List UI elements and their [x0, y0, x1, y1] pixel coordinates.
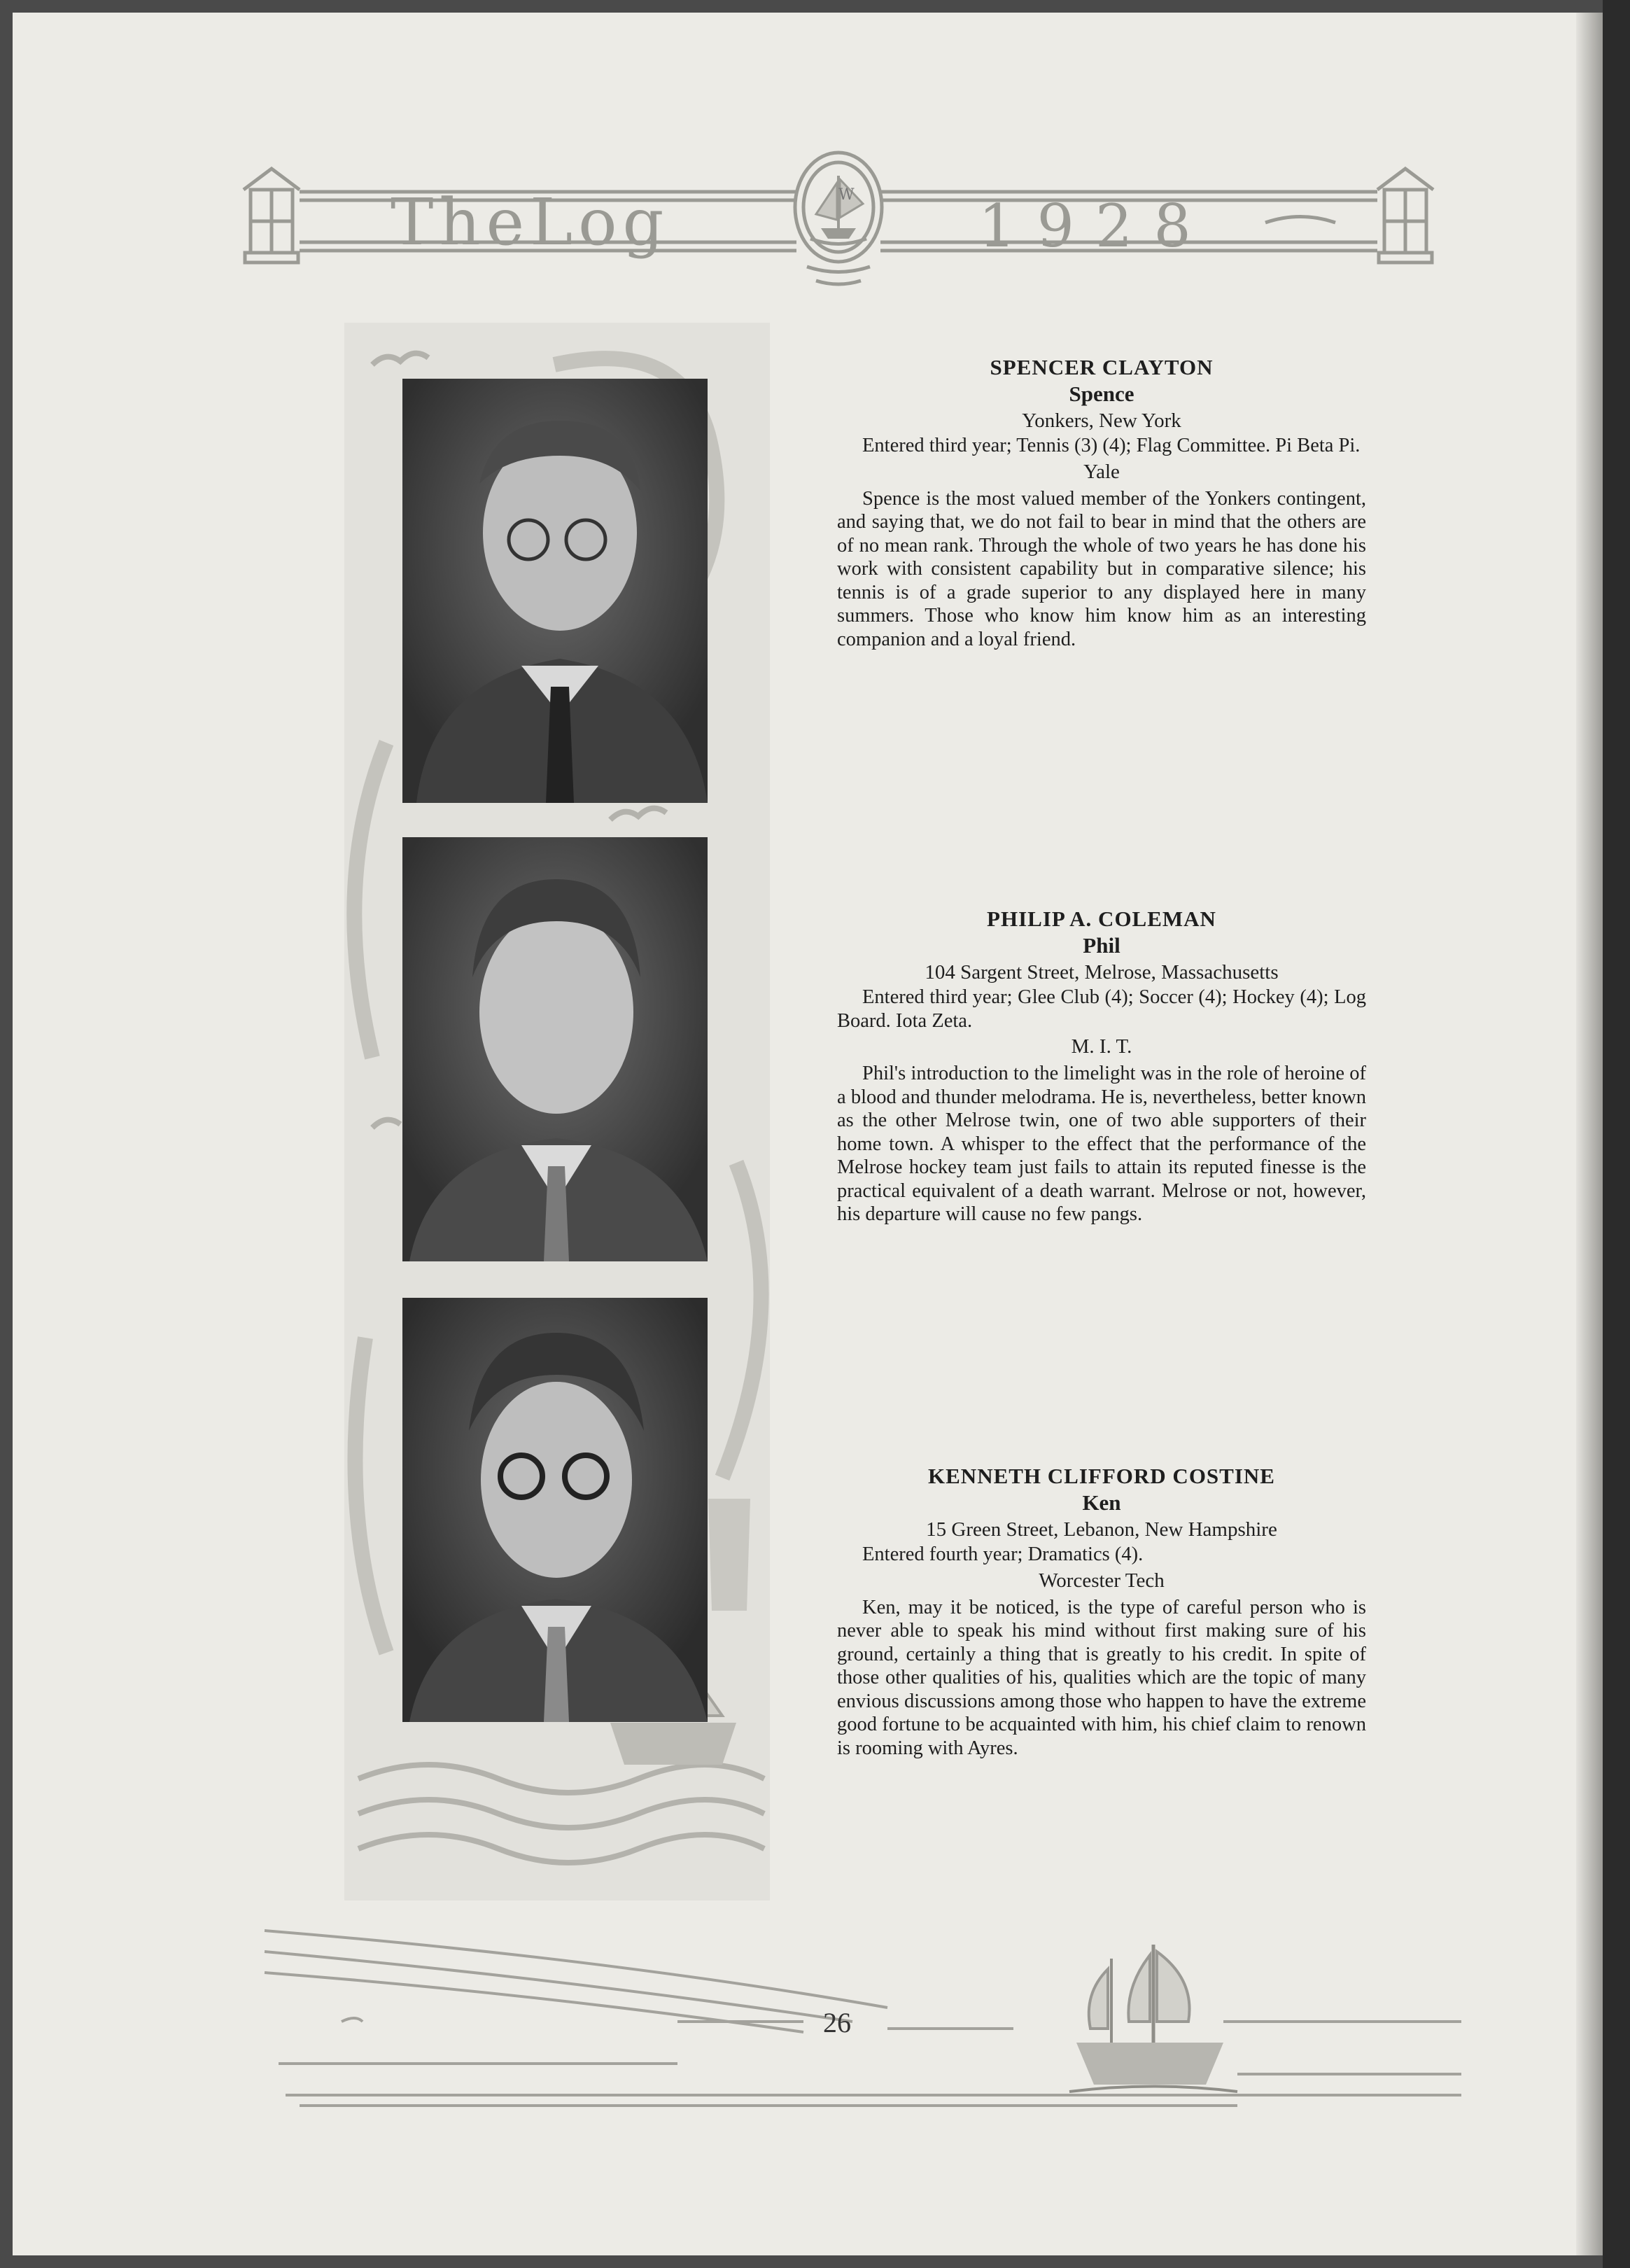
- bio-entry: [837, 906, 1366, 1226]
- page-edge-shadow: [1576, 13, 1603, 2255]
- student-activities: Entered fourth year; Dramatics (4).: [862, 1544, 1144, 1565]
- crest-ship-icon: [816, 176, 863, 239]
- bio-entry: [837, 1463, 1366, 1760]
- student-nickname: Ken: [1082, 1490, 1121, 1515]
- student-college: Yale: [1083, 460, 1120, 483]
- portrait-photo: [402, 837, 708, 1261]
- page-number: 26: [823, 2007, 851, 2038]
- book-spine: [1603, 0, 1630, 2268]
- student-biography: Ken, may it be noticed, is the type of careful person who is never able to speak his mind without first making sure of his ground, certainly a thing that is greatly to his credit. In spite of those other qualities of his, qualities which are the topic of many envious discussions among those who happen to have the extreme good fortune to be acquainted with him, his chief claim to renown is rooming with Ayres.: [837, 1596, 1366, 1759]
- footer-ornament: [258, 1917, 1468, 2127]
- student-hometown: 104 Sargent Street, Melrose, Massachusetts: [925, 961, 1279, 983]
- student-name: PHILIP A. COLEMAN: [987, 906, 1216, 931]
- portrait-photo: [402, 379, 708, 803]
- student-college: Worcester Tech: [1039, 1569, 1165, 1592]
- student-name: SPENCER CLAYTON: [990, 355, 1214, 379]
- yearbook-page: [13, 13, 1603, 2255]
- photo-panel: [344, 323, 770, 1900]
- student-name: KENNETH CLIFFORD COSTINE: [928, 1464, 1275, 1488]
- student-biography: Spence is the most valued member of the Yonkers contingent, and saying that, we do not fail to bear in mind that the others are of no mean rank. Through the whole of two years he has done his work with consistent capability but in comparative silence; his tennis is of a grade superior to any displayed here in many summers. Those who know him know him as an interesting companion and a loyal friend.: [837, 487, 1366, 650]
- student-nickname: Phil: [1083, 933, 1120, 958]
- bio-entry: [837, 354, 1366, 651]
- student-nickname: Spence: [1069, 382, 1134, 406]
- header-title: TheLog: [391, 185, 670, 260]
- footer-ship-icon: [1069, 1945, 1237, 2092]
- student-hometown: Yonkers, New York: [1022, 410, 1181, 432]
- student-college: M. I. T.: [1071, 1035, 1132, 1058]
- student-activities: Entered third year; Tennis (3) (4); Flag Committee. Pi Beta Pi.: [862, 435, 1361, 456]
- student-biography: Phil's introduction to the limelight was in the role of heroine of a blood and thunder melodrama. He is, nevertheless, better known as the other Melrose twin, one of two able supporters of their home town. A whisper to the effect that the performance of the Melrose hockey team just fails to attain its reputed finesse is the practical equivalent of a death warrant. Melrose or not, however, his departure will cause no few pangs.: [837, 1063, 1366, 1225]
- portrait-photo: [402, 1298, 708, 1722]
- crest-letter: W: [838, 186, 855, 204]
- student-activities: Entered third year; Glee Club (4); Soccer (4); Hockey (4); Log Board. Iota Zeta.: [837, 986, 1366, 1032]
- header-year: 1928: [978, 192, 1212, 260]
- student-hometown: 15 Green Street, Lebanon, New Hampshire: [926, 1518, 1277, 1541]
